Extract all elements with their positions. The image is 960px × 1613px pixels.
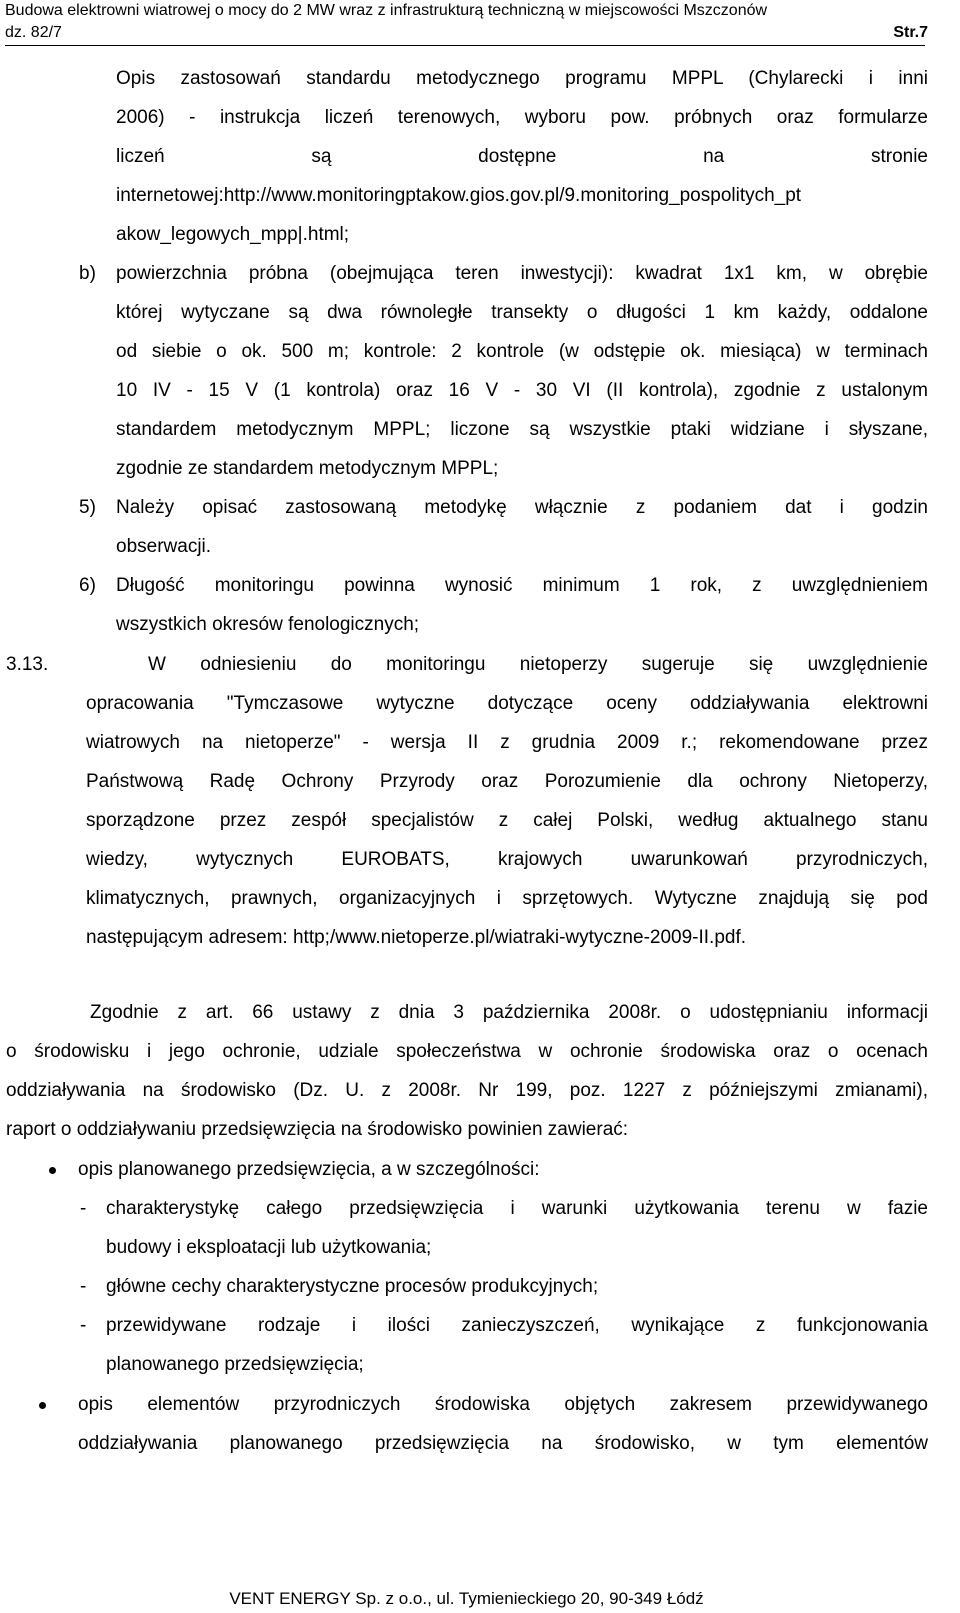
list-marker-6: 6) [79,575,96,596]
paragraph-line: 10 IV - 15 V (1 kontrola) oraz 16 V - 30 VI (II kontrola), zgodnie z ustalonym [116,380,928,401]
paragraph-line: Opis zastosowań standardu metodycznego programu MPPL (Chylarecki i inni [116,68,928,89]
paragraph-line: od siebie o ok. 500 m; kontrole: 2 kontrole (w odstępie ok. miesiąca) w terminach [116,341,928,362]
page-number: Str.7 [893,24,928,41]
paragraph-line: zgodnie ze standardem metodycznym MPPL; [116,458,499,479]
bullet-icon [49,1167,56,1174]
section-number: 3.13. [6,654,49,675]
list-marker-b: b) [79,263,96,284]
paragraph-line: W odniesieniu do monitoringu nietoperzy sugeruje się uwzględnienie [148,654,928,675]
bullet-item: opis planowanego przedsięwzięcia, a w szczególności: [78,1159,540,1180]
list-marker-5: 5) [79,497,96,518]
sub-item-line: planowanego przedsięwzięcia; [106,1354,364,1375]
paragraph-line: wiedzy, wytycznych EUROBATS, krajowych uwarunkowań przyrodniczych, [86,849,928,870]
sub-item-line: budowy i eksploatacji lub użytkowania; [106,1237,432,1258]
page-footer: VENT ENERGY Sp. z o.o., ul. Tymienieckiego 20, 90-349 Łódź [229,1589,704,1608]
paragraph-line: 2006) - instrukcja liczeń terenowych, wyboru pow. próbnych oraz formularze [116,107,928,128]
paragraph-line: klimatycznych, prawnych, organizacyjnych i sprzętowych. Wytyczne znajdują się pod [86,888,928,909]
paragraph-line: wszystkich okresów fenologicznych; [116,614,420,635]
paragraph-line: której wytyczane są dwa równoległe transekty o długości 1 km każdy, oddalone [116,302,928,323]
paragraph-line: powierzchnia próbna (obejmująca teren inwestycji): kwadrat 1x1 km, w obrębie [116,263,928,284]
paragraph-line: raport o oddziaływaniu przedsięwzięcia na środowisko powinien zawierać: [6,1119,629,1140]
bullet-item: opis elementów przyrodniczych środowiska objętych zakresem przewidywanego [78,1394,928,1415]
paragraph-line: standardem metodycznym MPPL; liczone są wszystkie ptaki widziane i słyszane, [116,419,928,440]
paragraph-line-url: internetowej:http://www.monitoringptakow.gios.gov.pl/9.monitoring_pospolitych_pt [116,185,802,206]
paragraph-line: obserwacji. [116,536,212,557]
paragraph-line: opracowania "Tymczasowe wytyczne dotyczące oceny oddziaływania elektrowni [86,693,928,714]
paragraph-line: liczeń są dostępne na stronie [116,146,928,167]
paragraph-line: Długość monitoringu powinna wynosić minimum 1 rok, z uwzględnieniem [116,575,928,596]
paragraph-line: Państwową Radę Ochrony Przyrody oraz Porozumienie dla ochrony Nietoperzy, [86,771,928,792]
document-title: Budowa elektrowni wiatrowej o mocy do 2 MW wraz z infrastrukturą techniczną w miejscowości Mszczonów [5,2,768,19]
header-ref-row [5,22,928,44]
bullet-icon [39,1402,46,1409]
sub-item-line: charakterystykę całego przedsięwzięcia i warunki użytkowania terenu w fazie [106,1198,928,1219]
document-reference: dz. 82/7 [5,24,62,41]
sub-item-line: przewidywane rodzaje i ilości zanieczyszczeń, wynikające z funkcjonowania [106,1315,928,1336]
paragraph-line-url: akow_legowych_mpp|.html; [116,224,350,245]
paragraph-line: o środowisku i jego ochronie, udziale społeczeństwa w ochronie środowiska oraz o ocenach [6,1041,928,1062]
sub-item-line: główne cechy charakterystyczne procesów produkcyjnych; [106,1276,599,1297]
page-header [5,0,928,44]
paragraph-line: oddziaływania na środowisko (Dz. U. z 2008r. Nr 199, poz. 1227 z późniejszymi zmianami), [6,1080,928,1101]
bullet-item-line: oddziaływania planowanego przedsięwzięcia na środowisko, w tym elementów [78,1433,928,1454]
dash-marker: - [80,1315,87,1336]
paragraph-line: sporządzone przez zespół specjalistów z całej Polski, według aktualnego stanu [86,810,928,831]
paragraph-line: Należy opisać zastosowaną metodykę włącznie z podaniem dat i godzin [116,497,928,518]
dash-marker: - [80,1276,87,1297]
paragraph-line: wiatrowych na nietoperze" - wersja II z grudnia 2009 r.; rekomendowane przez [86,732,928,753]
paragraph-line: następującym adresem: http;/www.nietoperze.pl/wiatraki-wytyczne-2009-II.pdf. [86,927,747,948]
header-divider [5,45,925,46]
dash-marker: - [80,1198,87,1219]
paragraph-line: Zgodnie z art. 66 ustawy z dnia 3 października 2008r. o udostępnianiu informacji [90,1002,928,1023]
